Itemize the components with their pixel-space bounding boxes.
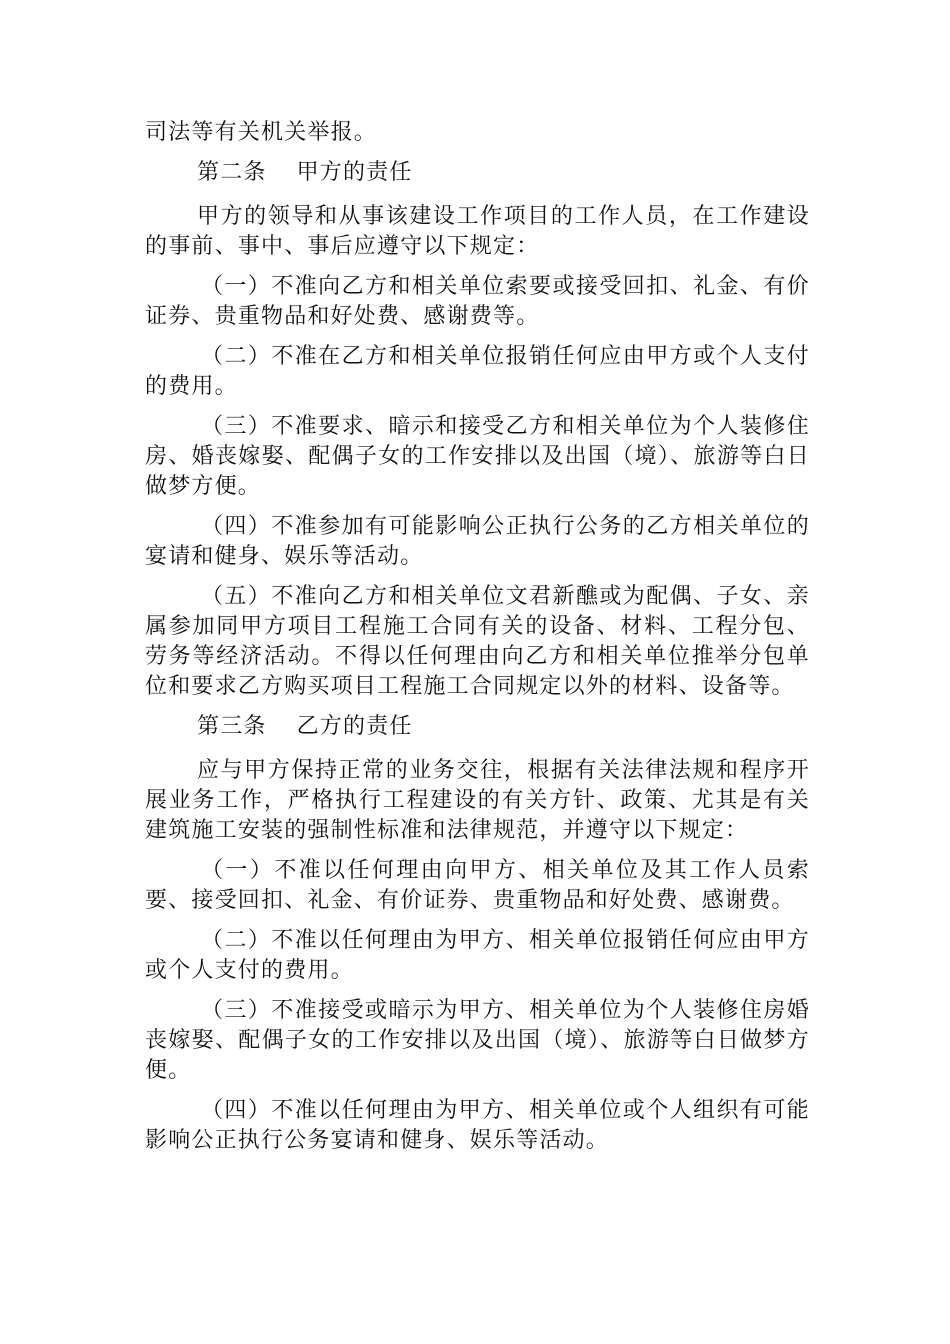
article-2-heading <box>145 158 810 188</box>
article-3-item-2: （二）不准以任何理由为甲方、相关单位报销任何应由甲方或个人支付的费用。 <box>145 928 810 983</box>
article-3-item-3: （三）不准接受或暗示为甲方、相关单位为个人装修住房婚丧嫁娶、配偶子女的工作安排以及出国（境）、旅游等白日做梦方便。 <box>145 998 810 1083</box>
article-2-item-2: （二）不准在乙方和相关单位报销任何应由甲方或个人支付的费用。 <box>145 344 810 399</box>
article-3-intro: 应与甲方保持正常的业务交往，根据有关法律法规和程序开展业务工作，严格执行工程建设的有关方针、政策、尤其是有关建筑施工安装的强制性标准和法律规范，并遵守以下规定： <box>145 758 810 843</box>
article-2-item-4: （四）不准参加有可能影响公正执行公务的乙方相关单位的宴请和健身、娱乐等活动。 <box>145 514 810 569</box>
article-3-item-4: （四）不准以任何理由为甲方、相关单位或个人组织有可能影响公正执行公务宴请和健身、娱乐等活动。 <box>145 1098 810 1153</box>
article-2-intro: 甲方的领导和从事该建设工作项目的工作人员，在工作建设的事前、事中、事后应遵守以下规定： <box>145 204 810 259</box>
document-body <box>145 118 810 1166</box>
article-2-item-3: （三）不准要求、暗示和接受乙方和相关单位为个人装修住房、婚丧嫁娶、配偶子女的工作安排以及出国（境）、旅游等白日做梦方便。 <box>145 414 810 499</box>
article-3-item-1: （一）不准以任何理由向甲方、相关单位及其工作人员索要、接受回扣、礼金、有价证券、贵重物品和好处费、感谢费。 <box>145 858 810 913</box>
article-2-number: 第二条 <box>197 160 267 185</box>
article-3-number: 第三条 <box>197 714 267 739</box>
article-2-item-1: （一）不准向乙方和相关单位索要或接受回扣、礼金、有价证券、贵重物品和好处费、感谢费等。 <box>145 274 810 329</box>
article-2-title: 甲方的责任 <box>296 160 413 185</box>
article-3-heading <box>145 712 810 742</box>
article-2-item-5: （五）不准向乙方和相关单位文君新醮或为配偶、子女、亲属参加同甲方项目工程施工合同有关的设备、材料、工程分包、劳务等经济活动。不得以任何理由向乙方和相关单位推举分包单位和要求乙方购买项目工程施工合同规定以外的材料、设备等。 <box>145 584 810 699</box>
paragraph-continuation: 司法等有关机关举报。 <box>145 120 378 145</box>
article-3-title: 乙方的责任 <box>296 714 413 739</box>
